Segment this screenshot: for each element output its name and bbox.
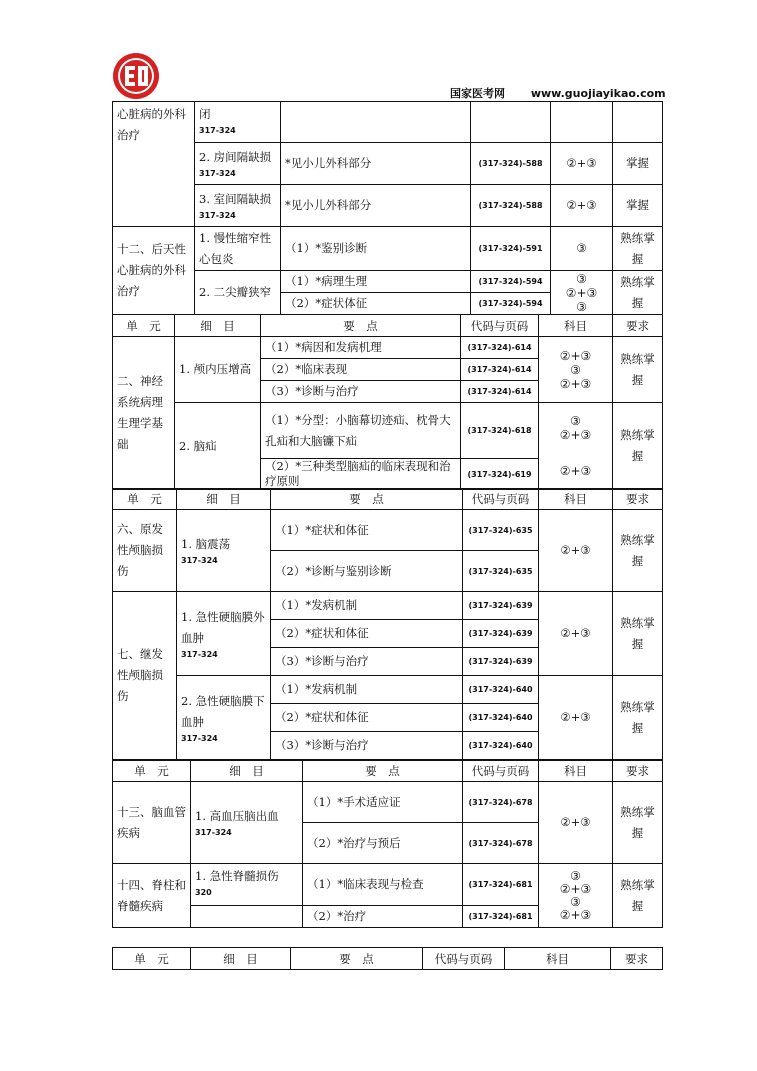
subject-cell: ③ [551,227,613,271]
code-cell: (317-324)-640 [463,732,539,760]
point-cell: （2）*临床表现 [261,359,461,381]
point-cell: （1）*发病机制 [271,676,463,704]
table-next-header [112,947,663,970]
point-cell: *见小儿外科部分 [281,185,471,227]
point-cell: （3）*诊断与治疗 [271,648,463,676]
col-header-req: 要求 [613,315,663,337]
code-cell: (317-324)-640 [463,676,539,704]
table-header-row [113,948,663,970]
point-cell: （2）*治疗 [303,906,463,928]
point-cell: （2）*症状和体征 [271,620,463,648]
item-cell: 1. 高血压脑出血 317-324 [191,782,303,864]
code-cell: (317-324)-614 [461,337,539,359]
col-header-req: 要求 [613,489,663,510]
req-cell: 熟练掌握 [613,592,663,676]
item-cell: 1. 急性硬脑膜外血肿 317-324 [177,592,271,676]
point-cell: （1）*病理生理 [281,271,471,293]
table-row [113,782,663,823]
code-cell: (317-324)-619 [461,459,539,490]
point-cell: （1）*分型：小脑幕切迹疝、枕骨大孔疝和大脑镰下疝 [261,403,461,459]
point-cell: （2）*三种类型脑疝的临床表现和治疗原则 [261,459,461,490]
point-cell: （1）*手术适应证 [303,782,463,823]
point-cell: （1）*鉴别诊断 [281,227,471,271]
item-cell [191,906,303,928]
point-cell: （3）*诊断与治疗 [271,732,463,760]
point-cell [281,102,471,143]
code-cell: (317-324)-614 [461,359,539,381]
req-cell: 熟练掌握 [613,510,663,592]
col-header-unit: 单 元 [113,315,175,337]
point-cell: （2）*症状和体征 [271,704,463,732]
item-cell: 1. 急性脊髓损伤 320 [191,864,303,906]
code-cell: (317-324)-614 [461,381,539,403]
code-cell: (317-324)-588 [471,185,551,227]
req-cell: 熟练掌握 [613,782,663,864]
table-row [113,592,663,620]
unit-cell: 二、神经系统病理生理学基础 [113,337,175,490]
col-header-subject: 科目 [539,761,613,782]
code-cell: (317-324)-591 [471,227,551,271]
col-header-unit: 单 元 [113,489,177,510]
table-cardiac [112,101,663,315]
unit-cell: 心脏病的外科治疗 [113,102,195,227]
code-cell: (317-324)-639 [463,620,539,648]
table-header-row [113,761,663,782]
item-cell: 闭 317-324 [195,102,281,143]
point-cell: （1）*症状和体征 [271,510,463,551]
code-cell: (317-324)-594 [471,271,551,293]
point-cell: （2）*诊断与鉴别诊断 [271,551,463,592]
table-brain-injury [112,488,663,760]
code-cell: (317-324)-681 [463,864,539,906]
table-row [113,185,663,227]
item-cell: 2. 二尖瓣狭窄 [195,271,281,315]
col-header-item: 细 目 [177,489,271,510]
point-cell: （1）*临床表现与检查 [303,864,463,906]
table-row [113,227,663,271]
code-cell: (317-324)-635 [463,551,539,592]
code-cell: (317-324)-588 [471,143,551,185]
col-header-req: 要求 [611,948,663,970]
subject-cell: ②+③ [551,185,613,227]
site-logo [112,52,160,100]
table-neuro-basics [112,314,663,490]
code-cell [471,102,551,143]
code-cell: (317-324)-594 [471,293,551,315]
col-header-point: 要 点 [261,315,461,337]
point-cell: （2）*治疗与预后 [303,823,463,864]
subject-cell: ③ ②+③ ③ ②+③ [539,864,613,928]
site-header [450,85,666,101]
table-header-row [113,315,663,337]
table-row [113,864,663,906]
subject-cell [551,102,613,143]
col-header-point: 要 点 [303,761,463,782]
unit-cell: 十三、脑血管疾病 [113,782,191,864]
point-cell: （2）*症状体征 [281,293,471,315]
point-cell: （3）*诊断与治疗 [261,381,461,403]
subject-cell: ②+③ [539,676,613,760]
col-header-subject: 科目 [505,948,611,970]
code-cell: (317-324)-681 [463,906,539,928]
point-cell: （1）*发病机制 [271,592,463,620]
item-cell: 3. 室间隔缺损 317-324 [195,185,281,227]
subject-cell: ②+③ [551,143,613,185]
unit-cell: 七、继发性颅脑损伤 [113,592,177,760]
col-header-item: 细 目 [191,761,303,782]
item-cell: 1. 颅内压增高 [175,337,261,403]
item-cell: 2. 急性硬脑膜下血肿 317-324 [177,676,271,760]
site-name: 国家医考网 [450,87,505,100]
code-cell: (317-324)-618 [461,403,539,459]
col-header-point: 要 点 [291,948,423,970]
req-cell: 熟练掌握 [613,271,663,315]
table-row [113,271,663,293]
table-header-row [113,489,663,510]
point-cell: （1）*病因和发病机理 [261,337,461,359]
code-cell: (317-324)-640 [463,704,539,732]
col-header-subject: 科目 [539,489,613,510]
unit-cell: 十二、后天性心脏病的外科治疗 [113,227,195,315]
col-header-unit: 单 元 [113,948,191,970]
table-row [113,510,663,551]
point-cell: *见小儿外科部分 [281,143,471,185]
code-cell: (317-324)-678 [463,823,539,864]
unit-cell: 十四、脊柱和脊髓疾病 [113,864,191,928]
col-header-code: 代码与页码 [463,761,539,782]
subject-cell: ②+③ ③ ②+③ [539,337,613,403]
item-cell: 2. 房间隔缺损 317-324 [195,143,281,185]
unit-cell: 六、原发性颅脑损伤 [113,510,177,592]
subject-cell: ③ ②+③ ②+③ [539,403,613,490]
table-row [113,337,663,359]
item-cell: 1. 慢性缩窄性心包炎 [195,227,281,271]
col-header-point: 要 点 [271,489,463,510]
table-cerebro-spinal [112,760,663,928]
req-cell: 掌握 [613,143,663,185]
col-header-code: 代码与页码 [463,489,539,510]
item-cell: 1. 脑震荡 317-324 [177,510,271,592]
subject-cell: ②+③ [539,510,613,592]
subject-cell: ②+③ [539,592,613,676]
col-header-item: 细 目 [191,948,291,970]
req-cell: 掌握 [613,185,663,227]
col-header-unit: 单 元 [113,761,191,782]
table-row [113,143,663,185]
code-cell: (317-324)-639 [463,592,539,620]
subject-cell: ③ ②+③ ③ [551,271,613,315]
req-cell: 熟练掌握 [613,403,663,490]
subject-cell: ②+③ [539,782,613,864]
table-row [113,102,663,143]
col-header-subject: 科目 [539,315,613,337]
col-header-req: 要求 [613,761,663,782]
site-url[interactable]: www.guojiayikao.com [530,87,666,100]
req-cell [613,102,663,143]
table-row [113,676,663,704]
table-row [113,403,663,459]
code-cell: (317-324)-639 [463,648,539,676]
code-cell: (317-324)-678 [463,782,539,823]
item-cell: 2. 脑疝 [175,403,261,490]
req-cell: 熟练掌握 [613,227,663,271]
col-header-item: 细 目 [175,315,261,337]
req-cell: 熟练掌握 [613,337,663,403]
code-cell: (317-324)-635 [463,510,539,551]
req-cell: 熟练掌握 [613,676,663,760]
col-header-code: 代码与页码 [461,315,539,337]
req-cell: 熟练掌握 [613,864,663,928]
col-header-code: 代码与页码 [423,948,505,970]
